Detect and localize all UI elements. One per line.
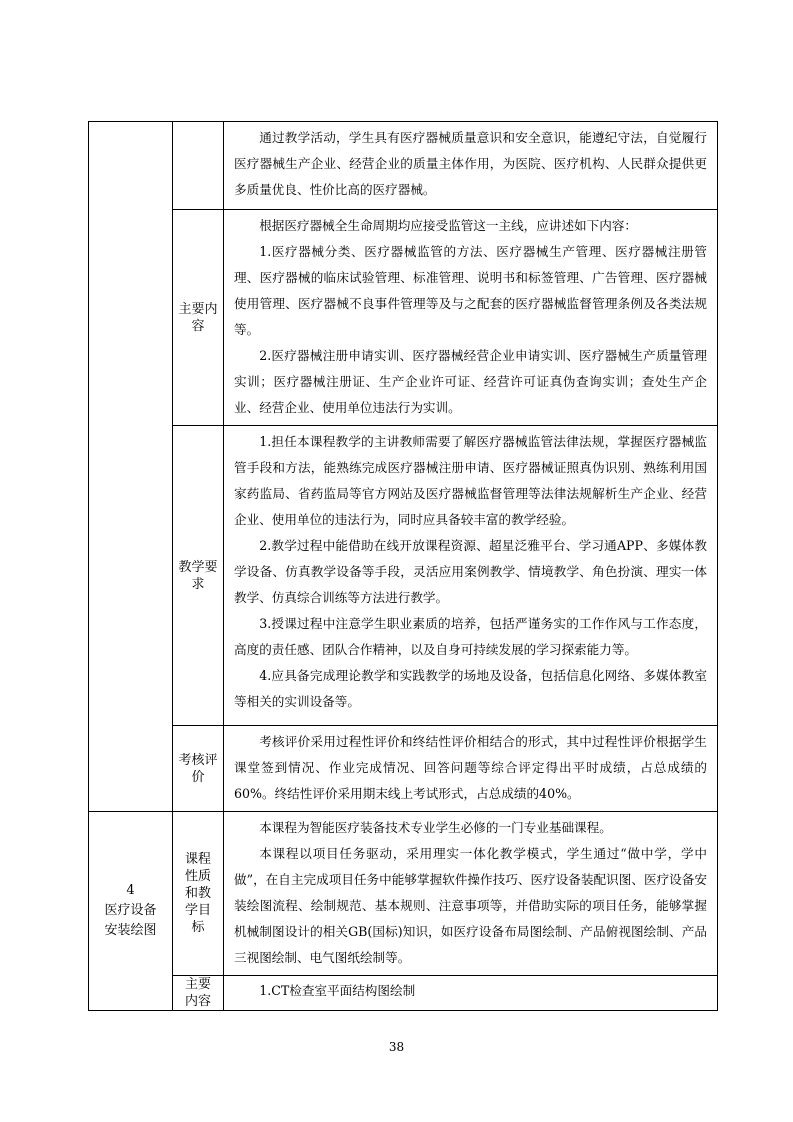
course-name: 医疗设备安装绘图 [104,903,157,938]
label-cell-content [173,210,224,426]
row-label: 考核评价 [178,752,218,785]
paragraph: 本课程为智能医疗装备技术专业学生必修的一门专业基础课程。 [259,820,612,835]
paragraph: 1.CT检查室平面结构图绘制 [259,983,416,998]
paragraph: 4.应具备完成理论教学和实践教学的场地及设备，包括信息化网络、多媒体教室等相关的实训设备等。 [234,668,707,709]
paragraph: 通过教学活动，学生具有医疗器械质量意识和安全意识，能遵纪守法，自觉履行医疗器械生产企业、经营企业的质量主体作用，为医院、医疗机构、人民群众提供更多质量优良、性价比高的医疗器械。 [234,130,707,197]
content-cell-content-4 [224,976,718,1011]
paragraph: 根据医疗器械全生命周期均应接受监管这一主线，应讲述如下内容： [259,218,637,233]
label-cell-goal [173,122,224,210]
course-table [88,121,718,1011]
content-cell-nature [224,812,718,976]
row-label: 主要内容 [178,301,218,334]
course-cell-continued [89,122,173,812]
row-label: 课程性质和教学目标 [184,852,211,935]
table-row-content-4 [89,976,718,1011]
paragraph: 2.教学过程中能借助在线开放课程资源、超星泛雅平台、学习通APP、多媒体教学设备、仿真教学设备等手段，灵活应用案例教学、情境教学、角色扮演、理实一体教学、仿真综合训练等方法进行教学。 [234,538,707,605]
label-cell-nature [173,812,224,976]
label-cell-assessment [173,726,224,812]
label-cell-content-4 [173,976,224,1011]
table-row-nature [89,812,718,976]
page-number: 38 [388,1040,405,1054]
table-row-requirements [89,426,718,726]
table-row-goal [89,122,718,210]
row-label: 主要内容 [185,977,212,1009]
paragraph: 2.医疗器械注册申请实训、医疗器械经营企业申请实训、医疗器械生产质量管理实训；医疗器械注册证、生产企业许可证、经营许可证真伪查询实训；查处生产企业、经营企业、使用单位违法行为实训。 [234,348,707,415]
content-cell-assessment [224,726,718,812]
paragraph: 考核评价采用过程性评价和终结性评价相结合的形式，其中过程性评价根据学生课堂签到情况、作业完成情况、回答问题等综合评定得出平时成绩，占总成绩的60%。终结性评价采用期末线上考试形式，占总成绩的40%。 [234,734,707,801]
content-cell-requirements [224,426,718,726]
row-label: 教学要求 [178,559,218,592]
table-row-assessment [89,726,718,812]
table-row-content [89,210,718,426]
content-cell-goal [224,122,718,210]
course-cell [89,812,173,1011]
content-cell-content [224,210,718,426]
label-cell-requirements [173,426,224,726]
paragraph: 本课程以项目任务驱动，采用理实一体化教学模式，学生通过“做中学，学中做”，在自主完成项目任务中能够掌握软件操作技巧、医疗设备装配识图、医疗设备安装绘图流程、绘制规范、基本规则、注意事项等，并借助实际的项目任务，能够掌握机械制图设计的相关GB(国标)知识，如医疗设备布局图绘制、产品俯视图绘制、产品三视图绘制、电气图纸绘制等。 [234,846,707,965]
paragraph: 3.授课过程中注意学生职业素质的培养，包括严谨务实的工作作风与工作态度，高度的责任感、团队合作精神，以及自身可持续发展的学习探索能力等。 [234,616,707,657]
paragraph: 1.担任本课程教学的主讲教师需要了解医疗器械监管法律法规，掌握医疗器械监管手段和方法，能熟练完成医疗器械注册申请、医疗器械证照真伪识别、熟练利用国家药监局、省药监局等官方网站及医疗器械监督管理等法律法规解析生产企业、经营企业、使用单位的违法行为，同时应具备较丰富的教学经验。 [234,434,707,527]
course-number: 4 [126,883,135,898]
paragraph: 1.医疗器械分类、医疗器械监管的方法、医疗器械生产管理、医疗器械注册管理、医疗器械的临床试验管理、标准管理、说明书和标签管理、广告管理、医疗器械使用管理、医疗器械不良事件管理等及与之配套的医疗器械监督管理条例及各类法规等。 [234,244,707,337]
